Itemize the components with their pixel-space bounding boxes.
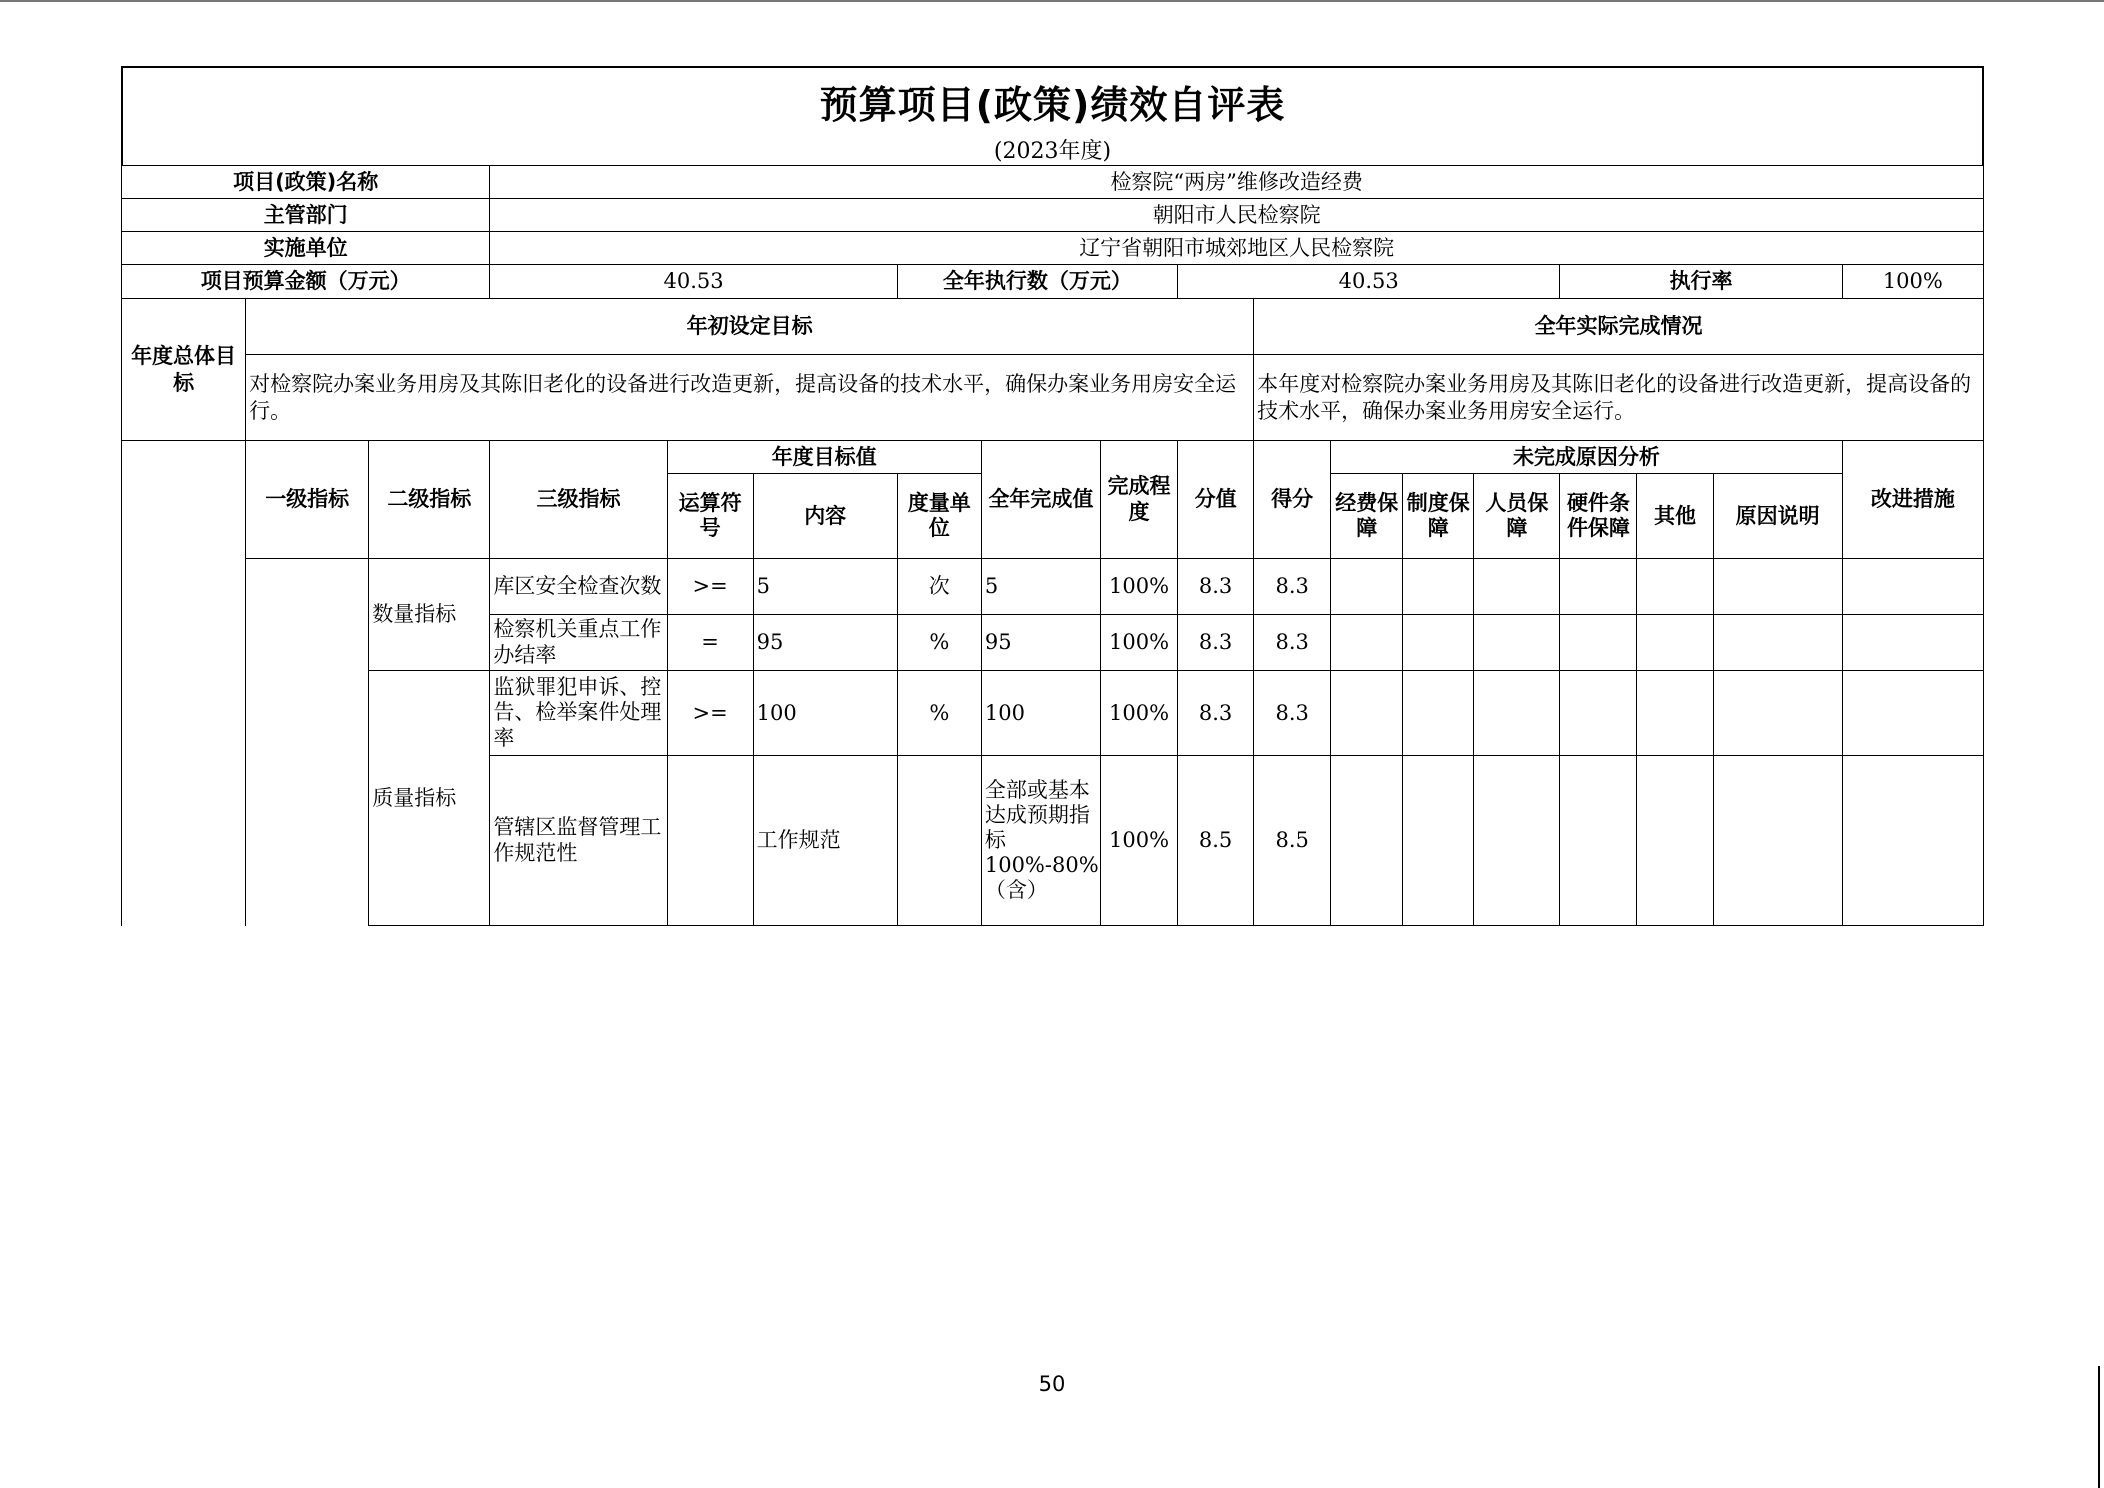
dept-value: 朝阳市人民检察院: [490, 199, 1984, 232]
operator-cell: =: [667, 615, 753, 671]
indicator-header-row-1: [122, 441, 1984, 474]
header-operator: 运算符号: [667, 474, 753, 559]
unit-cell: [897, 756, 981, 926]
header-reasons: 未完成原因分析: [1331, 441, 1842, 474]
header-level3: 三级指标: [490, 441, 667, 559]
value-cell: 8.5: [1178, 756, 1254, 926]
improve-cell: [1842, 671, 1983, 756]
level1-blank: [246, 559, 369, 926]
page-number: 50: [1038, 1372, 1066, 1396]
score-cell: 8.3: [1254, 559, 1331, 615]
operator-cell: >=: [667, 671, 753, 756]
full-year-cell: 全部或基本达成预期指标100%-80%（含）: [981, 756, 1100, 926]
score-cell: 8.3: [1254, 615, 1331, 671]
hardware-cell: [1560, 615, 1637, 671]
level3-cell: 库区安全检查次数: [490, 559, 667, 615]
header-hardware: 硬件条件保障: [1560, 474, 1637, 559]
budget-value: 40.53: [490, 265, 897, 299]
budget-label: 项目预算金额（万元）: [122, 265, 490, 299]
impl-value: 辽宁省朝阳市城郊地区人民检察院: [490, 232, 1984, 265]
indicator-section-blank: [122, 441, 246, 926]
header-improve: 改进措施: [1842, 441, 1983, 559]
improve-cell: [1842, 559, 1983, 615]
performance-form: [121, 66, 1984, 926]
header-other: 其他: [1637, 474, 1713, 559]
exec-value: 40.53: [1178, 265, 1560, 299]
hardware-cell: [1560, 756, 1637, 926]
page-top-border: [0, 0, 2104, 2]
level2-cell: 质量指标: [369, 671, 490, 926]
impl-label: 实施单位: [122, 232, 490, 265]
full-year-cell: 95: [981, 615, 1100, 671]
initial-goal-header: 年初设定目标: [246, 299, 1254, 355]
impl-row: [122, 232, 1984, 265]
header-funding: 经费保障: [1331, 474, 1403, 559]
value-cell: 8.3: [1178, 671, 1254, 756]
explain-cell: [1713, 756, 1842, 926]
goals-header-row: [122, 299, 1984, 355]
level3-cell: 监狱罪犯申诉、控告、检举案件处理率: [490, 671, 667, 756]
rate-label: 执行率: [1560, 265, 1842, 299]
staff-cell: [1474, 671, 1560, 756]
goals-text-row: [122, 355, 1984, 441]
header-level2: 二级指标: [369, 441, 490, 559]
funding-cell: [1331, 671, 1403, 756]
full-year-cell: 100: [981, 671, 1100, 756]
hardware-cell: [1560, 559, 1637, 615]
dept-row: [122, 199, 1984, 232]
full-year-cell: 5: [981, 559, 1100, 615]
staff-cell: [1474, 615, 1560, 671]
header-system: 制度保障: [1403, 474, 1474, 559]
score-cell: 8.5: [1254, 756, 1331, 926]
system-cell: [1403, 756, 1474, 926]
staff-cell: [1474, 559, 1560, 615]
table-row: [122, 671, 1984, 756]
title-box: [121, 66, 1984, 165]
initial-goal-text: 对检察院办案业务用房及其陈旧老化的设备进行改造更新，提高设备的技术水平，确保办案业务用房安全运行。: [246, 355, 1254, 441]
table-row: [122, 559, 1984, 615]
completion-cell: 100%: [1100, 756, 1177, 926]
level2-cell: 数量指标: [369, 559, 490, 671]
content-cell: 95: [753, 615, 897, 671]
content-cell: 5: [753, 559, 897, 615]
unit-cell: %: [897, 671, 981, 756]
header-content: 内容: [753, 474, 897, 559]
rate-value: 100%: [1842, 265, 1983, 299]
header-unit: 度量单位: [897, 474, 981, 559]
operator-cell: [667, 756, 753, 926]
exec-label: 全年执行数（万元）: [897, 265, 1177, 299]
other-cell: [1637, 559, 1713, 615]
annual-goal-label: 年度总体目标: [122, 299, 246, 441]
completion-cell: 100%: [1100, 671, 1177, 756]
actual-goal-header: 全年实际完成情况: [1254, 299, 1984, 355]
score-cell: 8.3: [1254, 671, 1331, 756]
improve-cell: [1842, 615, 1983, 671]
completion-cell: 100%: [1100, 615, 1177, 671]
hardware-cell: [1560, 671, 1637, 756]
other-cell: [1637, 671, 1713, 756]
header-staff: 人员保障: [1474, 474, 1560, 559]
system-cell: [1403, 671, 1474, 756]
operator-cell: >=: [667, 559, 753, 615]
explain-cell: [1713, 615, 1842, 671]
funding-cell: [1331, 559, 1403, 615]
value-cell: 8.3: [1178, 615, 1254, 671]
header-full-year: 全年完成值: [981, 441, 1100, 559]
staff-cell: [1474, 756, 1560, 926]
system-cell: [1403, 559, 1474, 615]
improve-cell: [1842, 756, 1983, 926]
header-score: 得分: [1254, 441, 1331, 559]
project-name-label: 项目(政策)名称: [122, 166, 490, 199]
actual-goal-text: 本年度对检察院办案业务用房及其陈旧老化的设备进行改造更新，提高设备的技术水平，确保办案业务用房安全运行。: [1254, 355, 1984, 441]
unit-cell: 次: [897, 559, 981, 615]
explain-cell: [1713, 671, 1842, 756]
funding-cell: [1331, 615, 1403, 671]
funding-cell: [1331, 756, 1403, 926]
header-completion: 完成程度: [1100, 441, 1177, 559]
form-title: 预算项目(政策)绩效自评表: [819, 83, 1286, 127]
project-name-value: 检察院“两房”维修改造经费: [490, 166, 1984, 199]
header-annual-target: 年度目标值: [667, 441, 981, 474]
form-table: [121, 165, 1984, 926]
budget-row: [122, 265, 1984, 299]
unit-cell: %: [897, 615, 981, 671]
project-name-row: [122, 166, 1984, 199]
system-cell: [1403, 615, 1474, 671]
explain-cell: [1713, 559, 1842, 615]
completion-cell: 100%: [1100, 559, 1177, 615]
header-level1: 一级指标: [246, 441, 369, 559]
header-explain: 原因说明: [1713, 474, 1842, 559]
content-cell: 工作规范: [753, 756, 897, 926]
dept-label: 主管部门: [122, 199, 490, 232]
level3-cell: 检察机关重点工作办结率: [490, 615, 667, 671]
value-cell: 8.3: [1178, 559, 1254, 615]
content-cell: 100: [753, 671, 897, 756]
page-edge-line: [2098, 1366, 2100, 1488]
form-year: (2023年度): [993, 139, 1112, 164]
level3-cell: 管辖区监督管理工作规范性: [490, 756, 667, 926]
other-cell: [1637, 615, 1713, 671]
other-cell: [1637, 756, 1713, 926]
header-score-value: 分值: [1178, 441, 1254, 559]
